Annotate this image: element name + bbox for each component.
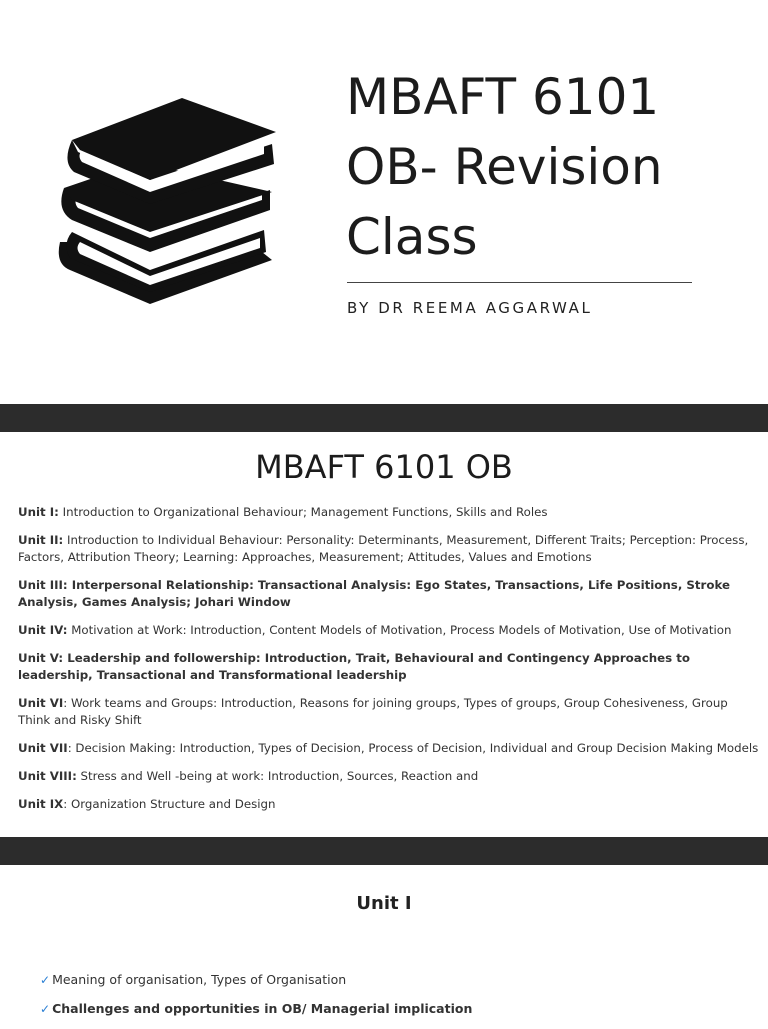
list-item: [40, 971, 740, 989]
unit-text: Introduction to Individual Behaviour: Personality: Determinants, Measurement, Different Traits; Perception: Process, Factors, Attribution Theory; Learning: Approaches, Measurement; Attitudes, Values and Emotions: [18, 533, 749, 564]
unit-text: Interpersonal Relationship: Transactional Analysis: Ego States, Transactions, Life Positions, Stroke Analysis, Games Analysis; Johari Window: [18, 578, 731, 609]
unit-item: [18, 740, 760, 757]
unit-text: Motivation at Work: Introduction, Content Models of Motivation, Process Models of Motivation, Use of Motivation: [67, 623, 732, 637]
list-item: [40, 1000, 740, 1018]
slide-separator: [0, 837, 768, 865]
unit-list: [18, 504, 760, 824]
unit-label: Unit VIII:: [18, 769, 77, 783]
slide-separator: [0, 404, 768, 432]
unit-label: Unit V:: [18, 651, 64, 665]
unit-text: Stress and Well -being at work: Introduction, Sources, Reaction and: [76, 769, 479, 783]
syllabus-title: MBAFT 6101 OB: [255, 448, 513, 486]
unit-label: Unit IX: [18, 797, 64, 811]
syllabus-slide: [0, 432, 768, 837]
unit-label: Unit III:: [18, 578, 68, 592]
books-stack-icon: [50, 92, 282, 307]
unit-text: Leadership and followership: Introduction, Trait, Behavioural and Contingency Approaches to leadership, Transactional and Transformational leadership: [18, 651, 690, 682]
unit-item: [18, 504, 760, 521]
topic-text: Meaning of organisation, Types of Organisation: [52, 972, 347, 987]
title-slide: [0, 0, 768, 404]
author-byline: BY DR REEMA AGGARWAL: [347, 299, 593, 317]
unit-item: [18, 622, 760, 639]
topic-list: [40, 971, 740, 1029]
unit-label: Unit I:: [18, 505, 59, 519]
unit-text: Introduction to Organizational Behaviour; Management Functions, Skills and Roles: [58, 505, 548, 519]
title-line-1: MBAFT 6101: [346, 68, 660, 126]
unit-label: Unit VI: [18, 696, 64, 710]
unit-text: : Organization Structure and Design: [63, 797, 276, 811]
unit-item: [18, 768, 760, 785]
unit-label: Unit II:: [18, 533, 64, 547]
unit-item: [18, 796, 760, 813]
title-line-2: OB- Revision: [346, 138, 663, 196]
unit-item: [18, 577, 760, 611]
unit-one-title: Unit I: [356, 893, 412, 914]
unit-item: [18, 650, 760, 684]
unit-item: [18, 532, 760, 566]
checkmark-icon: ✓: [40, 1002, 51, 1016]
unit-text: : Decision Making: Introduction, Types of Decision, Process of Decision, Individual and Group Decision Making Models: [67, 741, 759, 755]
presentation-title: [346, 62, 746, 272]
unit-text: : Work teams and Groups: Introduction, Reasons for joining groups, Types of groups, Group Cohesiveness, Group Think and Risky Shift: [18, 696, 728, 727]
unit-label: Unit VII: [18, 741, 68, 755]
unit-item: [18, 695, 760, 729]
title-divider: [347, 282, 692, 283]
unit-label: Unit IV:: [18, 623, 68, 637]
title-line-3: Class: [346, 208, 478, 266]
unit-one-slide: [0, 865, 768, 1024]
topic-text: Challenges and opportunities in OB/ Managerial implication: [52, 1001, 473, 1016]
checkmark-icon: ✓: [40, 973, 51, 987]
